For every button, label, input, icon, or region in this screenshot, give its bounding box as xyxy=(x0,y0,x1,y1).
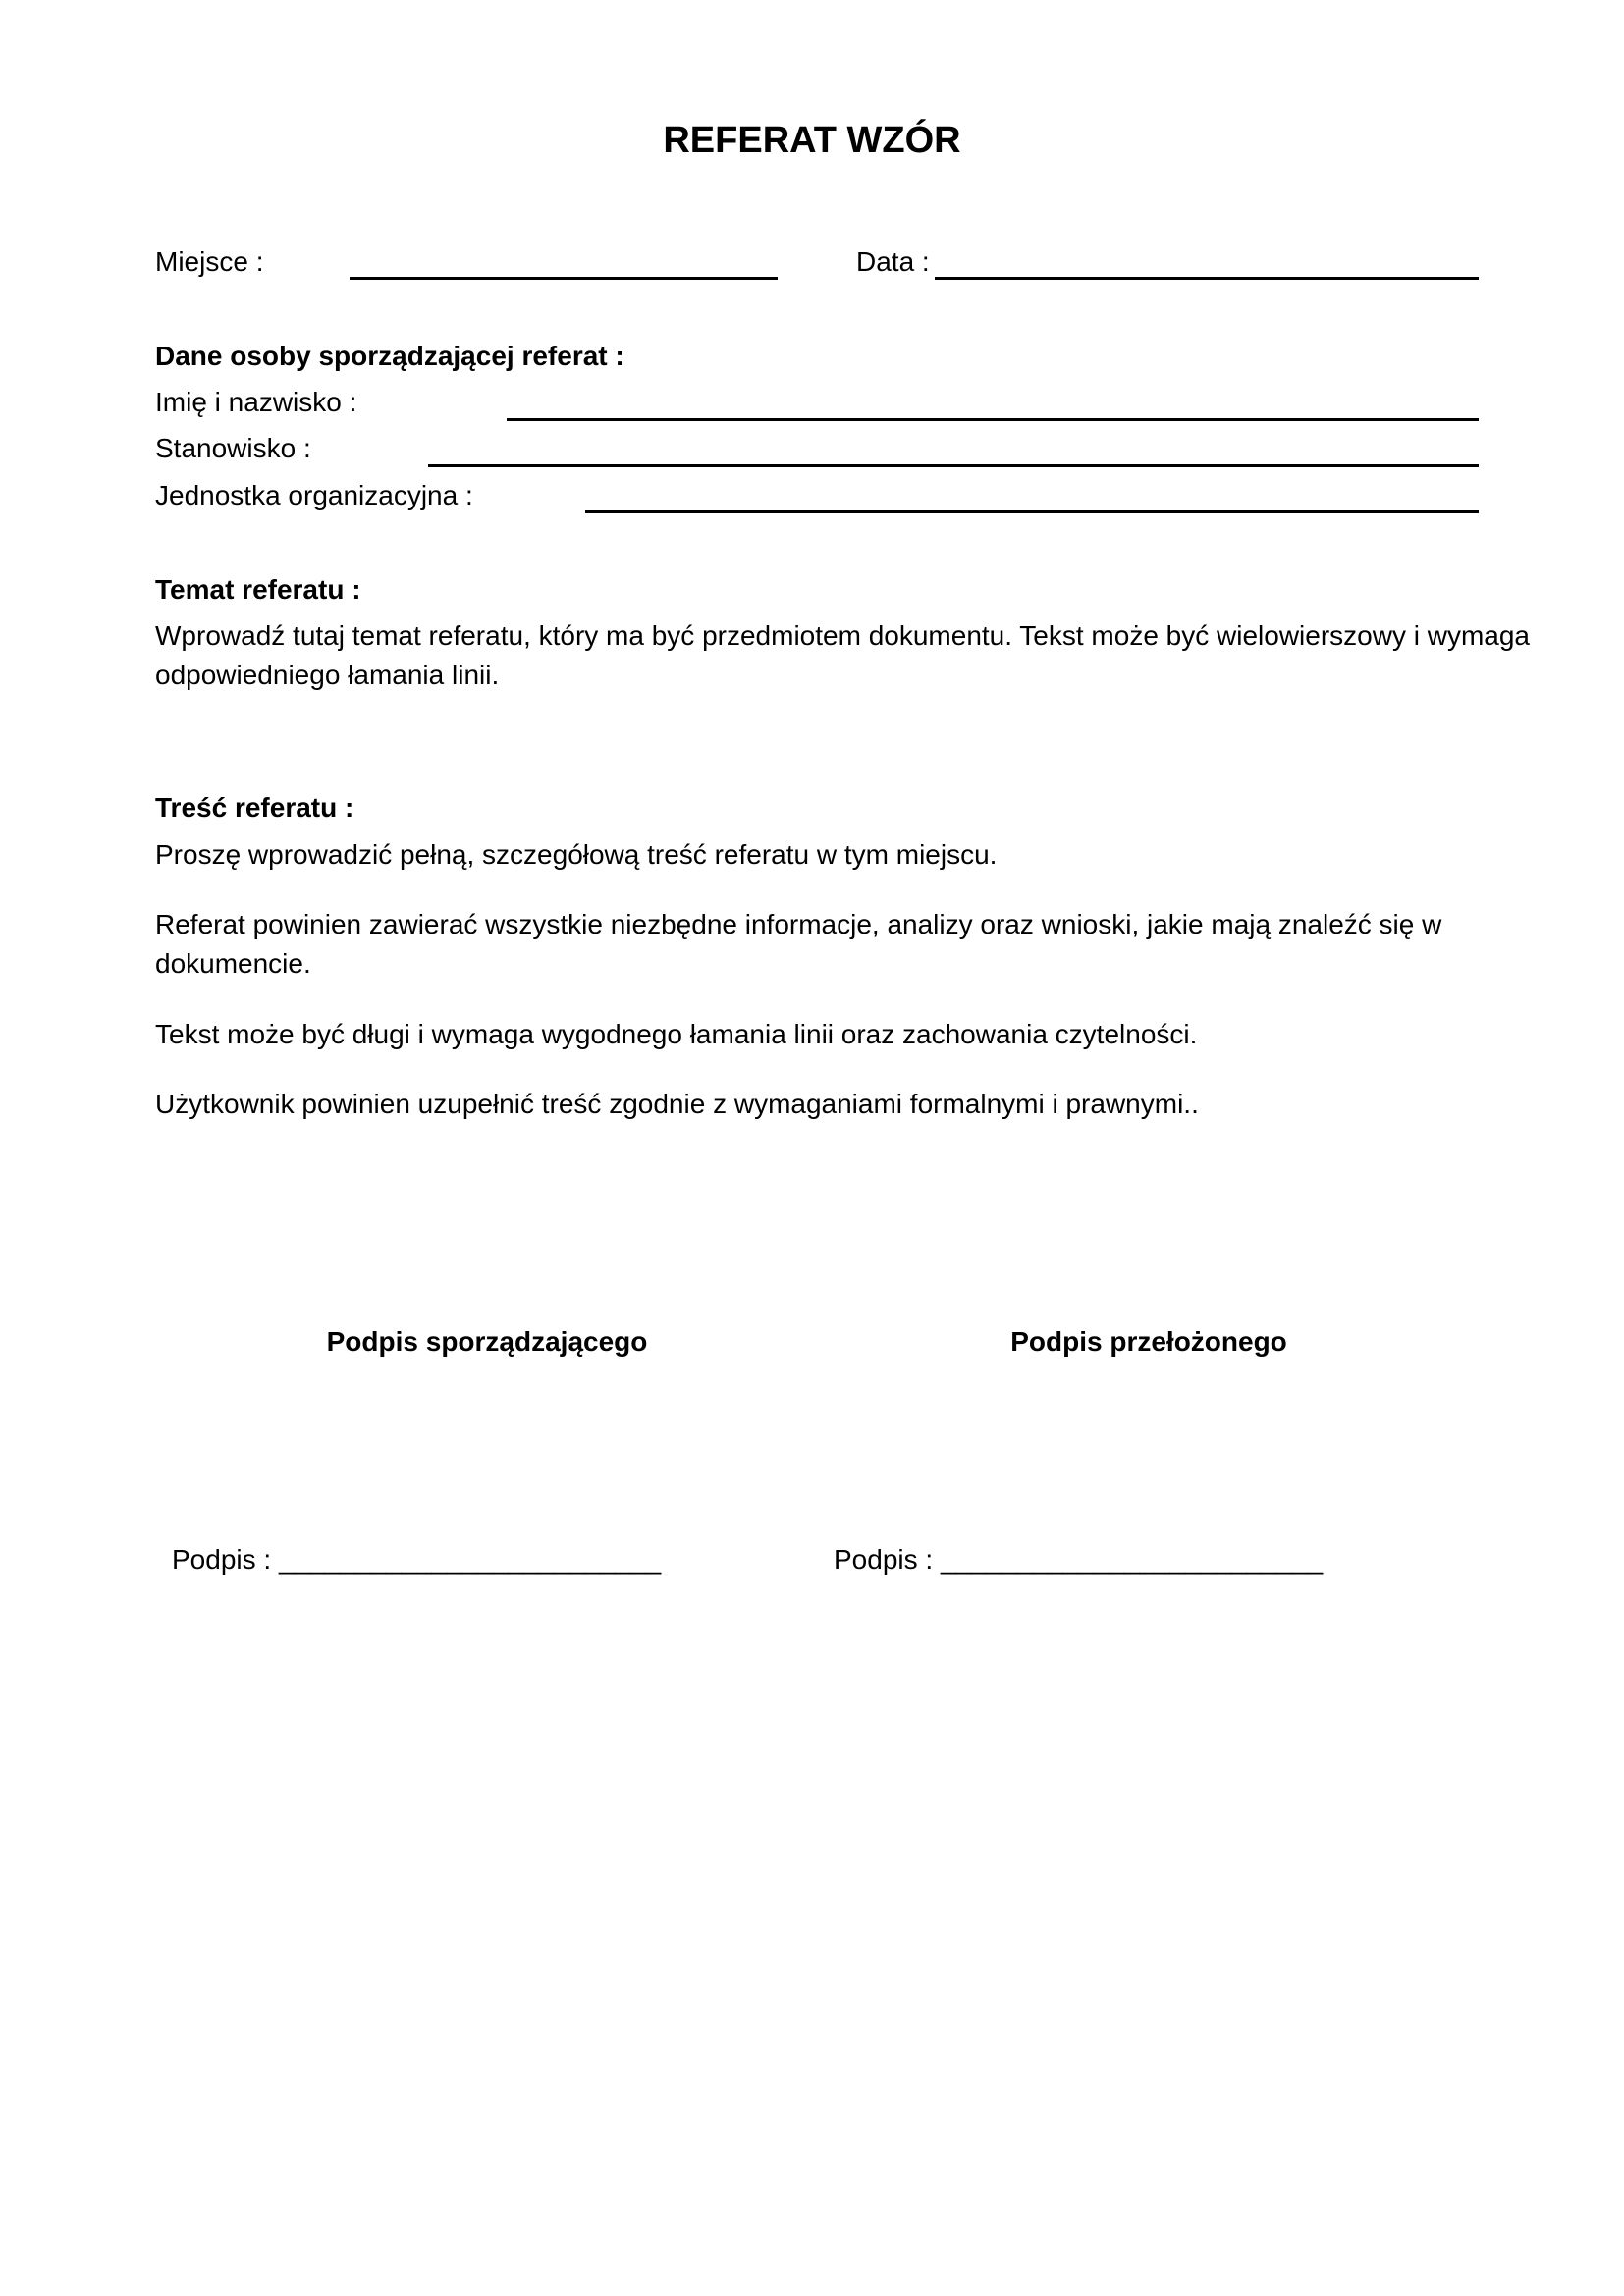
name-field[interactable] xyxy=(507,418,1479,421)
date-field[interactable] xyxy=(935,277,1479,280)
place-label: Miejsce : xyxy=(155,246,264,277)
position-field[interactable] xyxy=(428,464,1479,467)
supervisor-signature-line[interactable]: Podpis : _________________________ xyxy=(834,1544,1324,1575)
place-field[interactable] xyxy=(350,277,778,280)
name-label: Imię i nazwisko : xyxy=(155,387,357,417)
author-signature-line[interactable]: Podpis : _________________________ xyxy=(172,1544,662,1575)
content-section-title: Treść referatu : xyxy=(155,792,354,823)
position-label: Stanowisko : xyxy=(155,433,311,463)
topic-text: Wprowadź tutaj temat referatu, który ma być przedmiotem dokumentu. Tekst może być wielowierszowy i wymaga odpowiedniego łamania linii. xyxy=(155,620,1530,690)
author-signature-heading: Podpis sporządzającego xyxy=(326,1326,648,1357)
unit-field[interactable] xyxy=(585,510,1479,513)
date-label: Data : xyxy=(856,246,930,277)
content-paragraph-1: Proszę wprowadzić pełną, szczegółową treść referatu w tym miejscu. xyxy=(155,839,998,870)
document-title: REFERAT WZÓR xyxy=(663,120,961,161)
topic-section-title: Temat referatu : xyxy=(155,574,361,605)
author-section-title: Dane osoby sporządzającej referat : xyxy=(155,341,624,371)
supervisor-signature-heading: Podpis przełożonego xyxy=(1010,1326,1287,1357)
content-paragraph-4: Użytkownik powinien uzupełnić treść zgodnie z wymaganiami formalnymi i prawnymi.. xyxy=(155,1089,1199,1119)
content-paragraph-2: Referat powinien zawierać wszystkie niezbędne informacje, analizy oraz wnioski, jakie mają znaleźć się w dokumencie. xyxy=(155,909,1442,979)
unit-label: Jednostka organizacyjna : xyxy=(155,480,473,510)
content-paragraph-3: Tekst może być długi i wymaga wygodnego łamania linii oraz zachowania czytelności. xyxy=(155,1019,1198,1049)
